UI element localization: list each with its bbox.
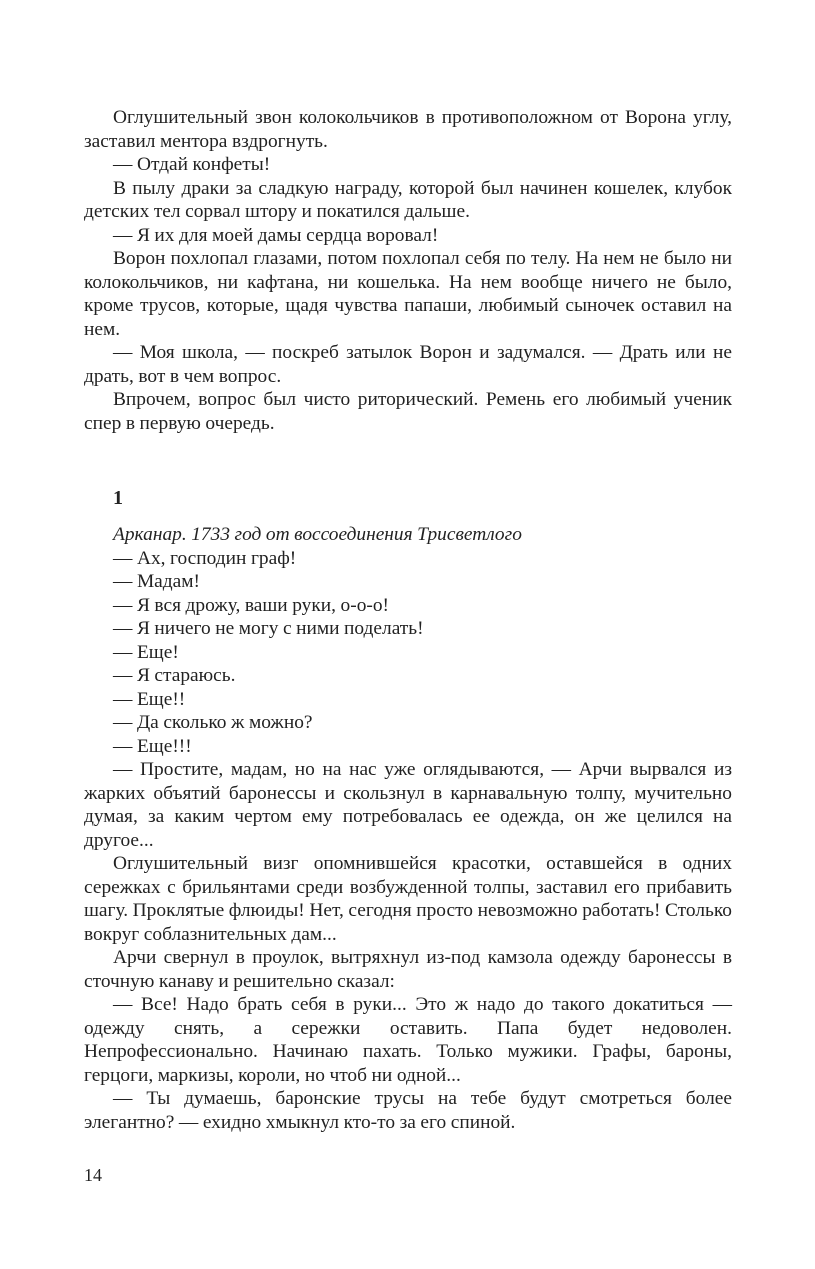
paragraph: В пылу драки за сладкую награду, которой был начинен кошелек, клубок детских тел сорвал штору и покатился дальше. bbox=[84, 177, 732, 222]
paragraph: Оглушительный визг опомнившейся красотки, оставшейся в одних сережках с брильянтами среди возбужденной толпы, заставил его прибавить шагу. Проклятые флюиды! Нет, сегодня просто невозможно работать! Столько вокруг соблазнительных дам... bbox=[84, 853, 732, 945]
text-block-before-chapter bbox=[84, 106, 732, 435]
paragraph: — Еще! bbox=[113, 641, 179, 663]
paragraph: — Я ничего не могу с ними поделать! bbox=[113, 618, 424, 639]
paragraph: — Мадам! bbox=[113, 571, 200, 592]
paragraph: — Отдай конфеты! bbox=[113, 154, 271, 175]
page-number: 14 bbox=[84, 1165, 102, 1185]
paragraph: — Моя школа, — поскреб затылок Ворон и задумался. — Драть или не драть, вот в чем вопрос. bbox=[84, 342, 732, 387]
paragraph: — Простите, мадам, но на нас уже оглядываются, — Арчи вырвался из жарких объятий баронессы и скользнул в карнавальную толпу, мучительно думая, за каким чертом ему потребовалась ее одежда, он же целился на другое... bbox=[84, 759, 732, 851]
chapter-number: 1 bbox=[113, 487, 123, 509]
paragraph: — Все! Надо брать себя в руки... Это ж надо до такого докатиться — одежду снять, а сережки оставить. Папа будет недоволен. Непрофессионально. Начинаю пахать. Только мужики. Графы, бароны, герцоги, маркизы, короли, но чтоб ни одной... bbox=[84, 994, 732, 1086]
paragraph: Оглушительный звон колокольчиков в противоположном от Ворона углу, заставил ментора вздрогнуть. bbox=[84, 107, 732, 152]
paragraph: — Да сколько ж можно? bbox=[113, 712, 313, 733]
paragraph: Впрочем, вопрос был чисто риторический. Ремень его любимый ученик спер в первую очередь. bbox=[84, 389, 732, 434]
paragraph: — Ах, господин граф! bbox=[113, 547, 297, 569]
paragraph: — Я их для моей дамы сердца воровал! bbox=[113, 224, 439, 246]
paragraph: — Я стараюсь. bbox=[113, 665, 236, 686]
paragraph: Арчи свернул в проулок, вытряхнул из-под камзола одежду баронессы в сточную канаву и решительно сказал: bbox=[84, 947, 732, 992]
book-page-text bbox=[84, 106, 732, 1134]
paragraph: — Еще!!! bbox=[113, 735, 192, 757]
paragraph: — Я вся дрожу, ваши руки, о-о-о! bbox=[113, 594, 390, 616]
paragraph: — Еще!! bbox=[113, 688, 186, 710]
chapter-subtitle: Арканар. 1733 год от воссоединения Трисветлого bbox=[113, 524, 522, 545]
text-block-after-chapter bbox=[84, 547, 732, 1135]
paragraph: — Ты думаешь, баронские трусы на тебе будут смотреться более элегантно? — ехидно хмыкнул кто-то за его спиной. bbox=[84, 1088, 732, 1133]
paragraph: Ворон похлопал глазами, потом похлопал себя по телу. На нем не было ни колокольчиков, ни кафтана, ни кошелька. На нем вообще ничего не было, кроме трусов, которые, щадя чувства папаши, любимый сыночек оставил на нем. bbox=[84, 248, 732, 340]
